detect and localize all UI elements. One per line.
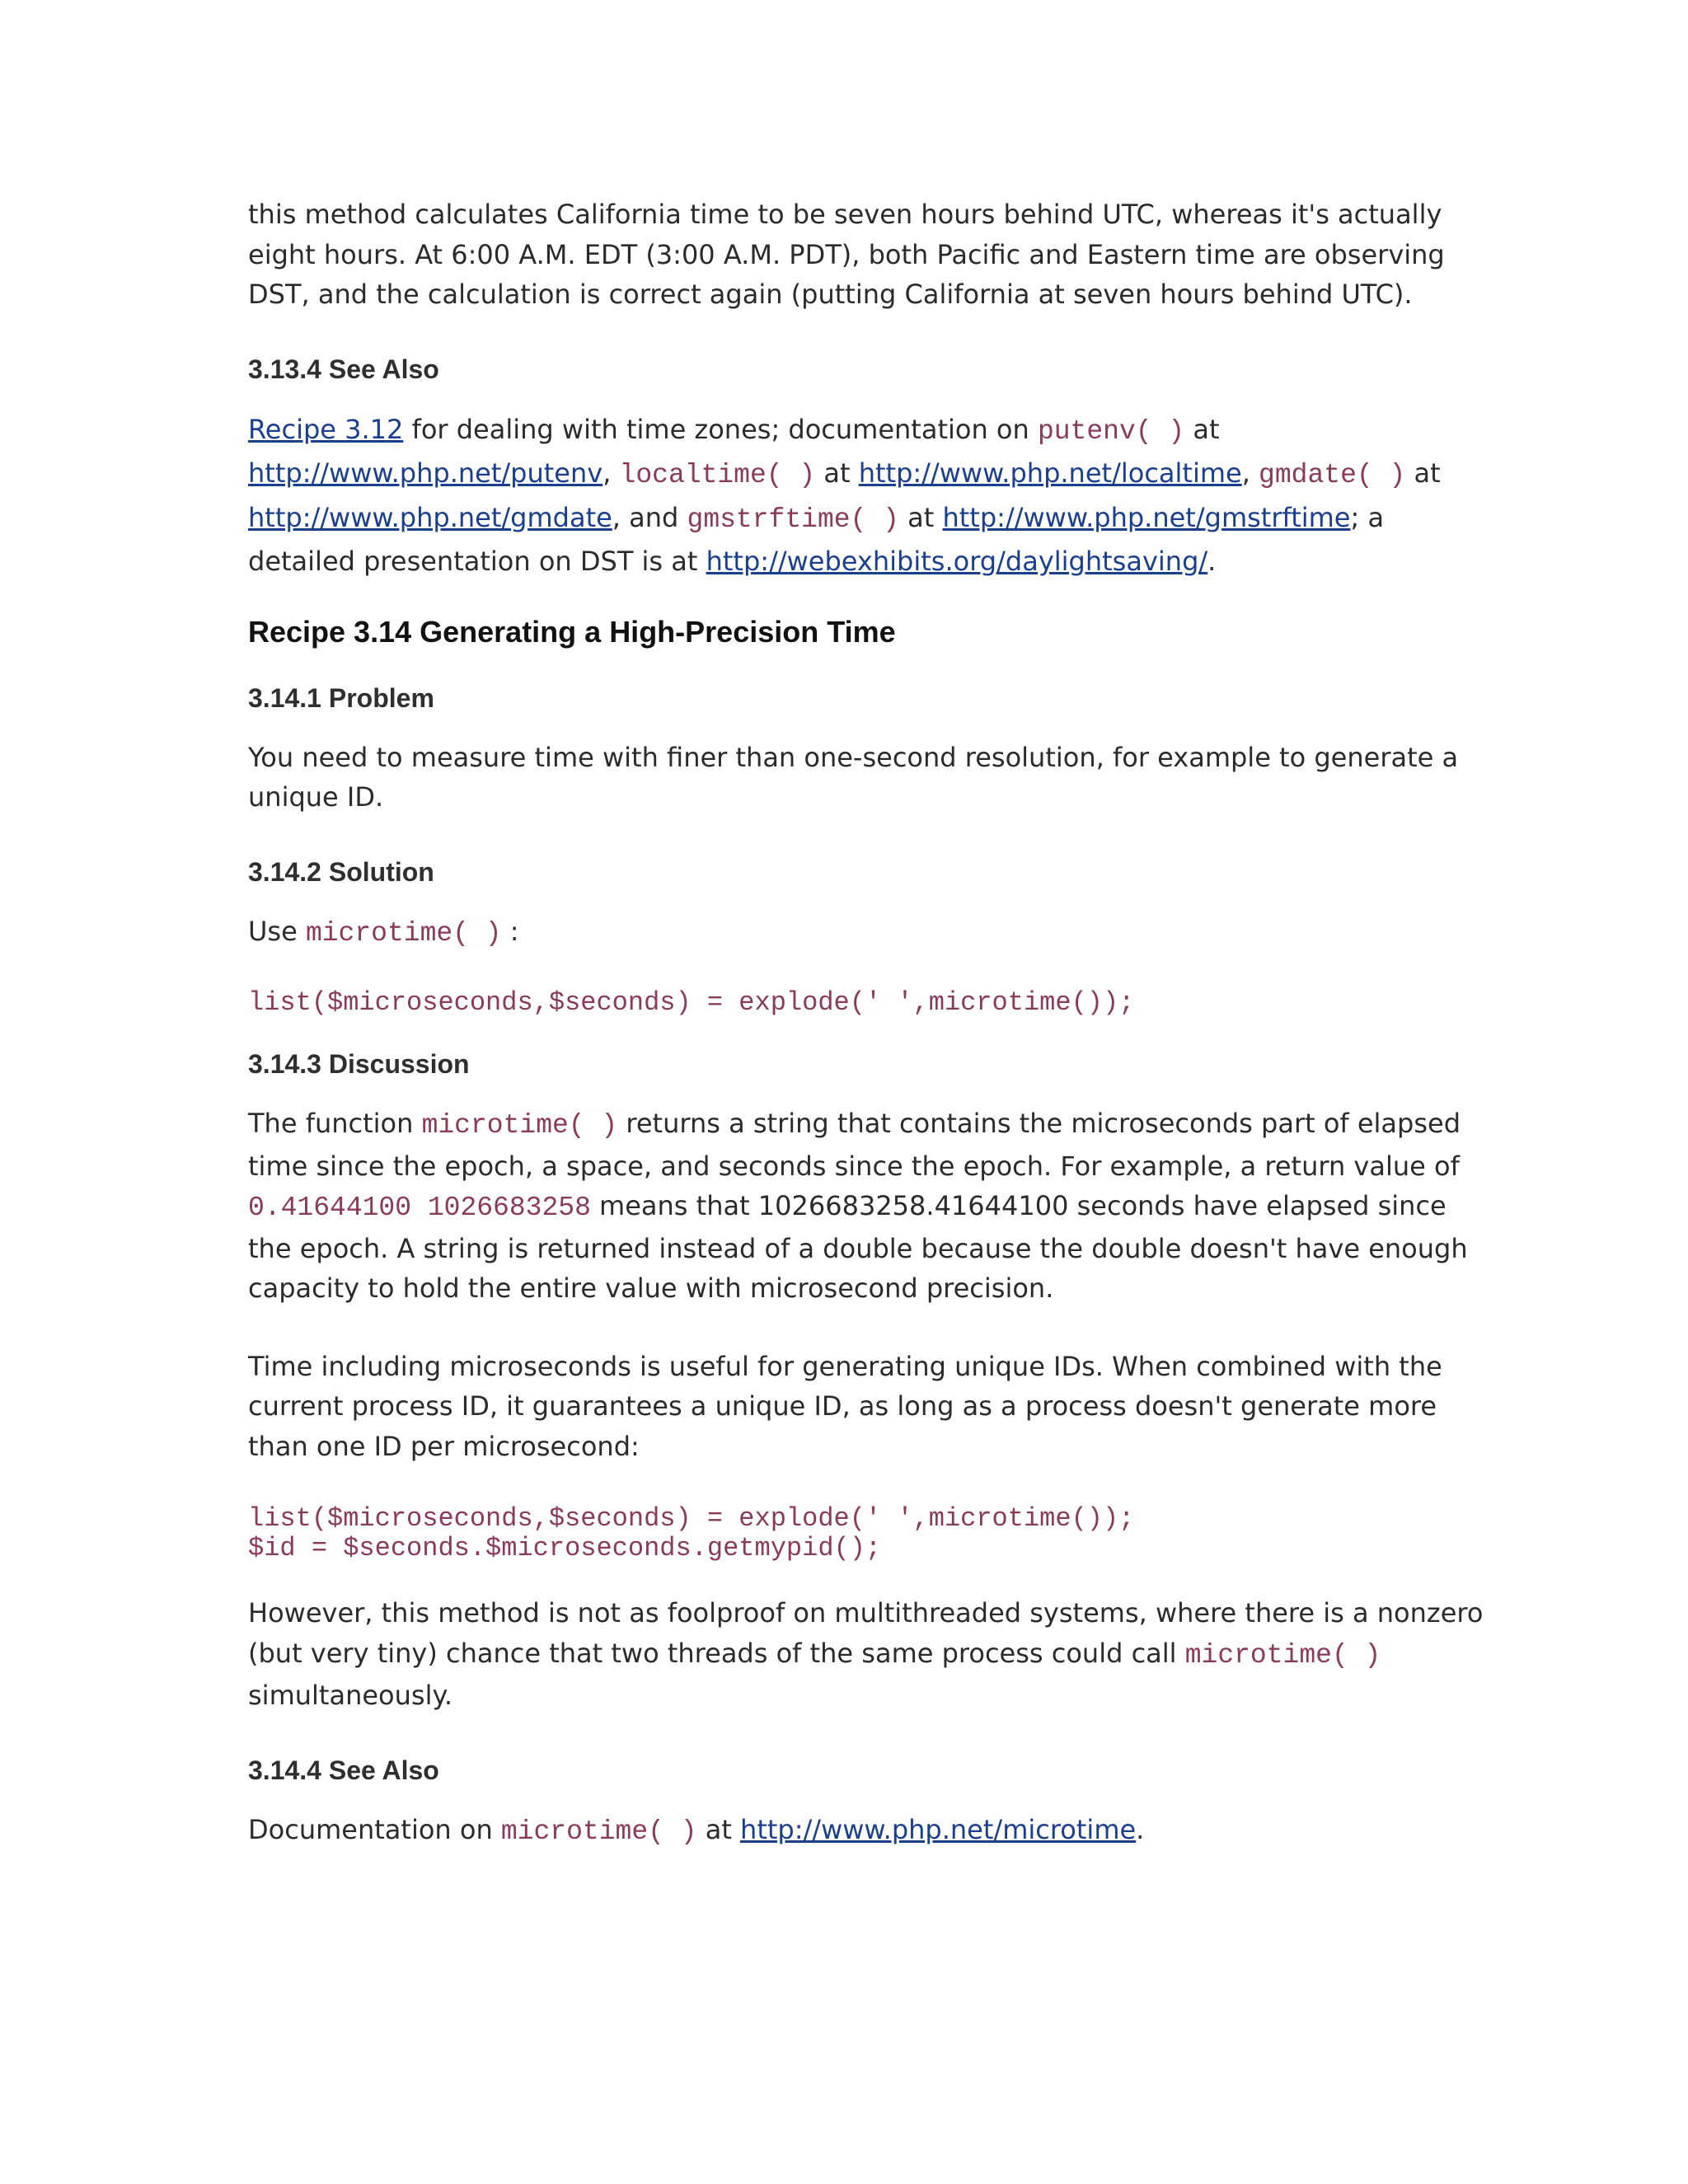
section-heading-3-14-4: 3.14.4 See Also	[248, 1755, 439, 1785]
recipe-3-12-link[interactable]: Recipe 3.12	[248, 413, 404, 445]
text: :	[501, 915, 519, 947]
text-line: capacity to hold the entire value with microsecond precision.	[248, 1272, 1054, 1304]
return-value-code: 0.41644100 1026683258	[248, 1193, 591, 1223]
text-line: this method calculates California time to be seven hours behind UTC, whereas it's actually	[248, 199, 1442, 230]
discussion-paragraph-3	[248, 1593, 1484, 1716]
text-line: You need to measure time with finer than one-second resolution, for example to generate a	[248, 741, 1459, 773]
text: (but very tiny) chance that two threads of the same process could call	[248, 1637, 1185, 1669]
gmstrftime-link[interactable]: http://www.php.net/gmstrftime	[942, 501, 1351, 533]
section-heading-solution: 3.14.2 Solution	[248, 856, 434, 887]
daylightsaving-link[interactable]: http://webexhibits.org/daylightsaving/	[706, 546, 1208, 577]
text: at	[815, 457, 859, 489]
text: detailed presentation on DST is at	[248, 546, 706, 577]
document-page	[248, 194, 1484, 1852]
text: ,	[603, 457, 620, 489]
text-line: unique ID.	[248, 781, 384, 813]
text-line: than one ID per microsecond:	[248, 1430, 640, 1462]
localtime-link[interactable]: http://www.php.net/localtime	[858, 457, 1242, 489]
text: at	[1184, 413, 1220, 445]
gmdate-code: gmdate( )	[1259, 460, 1406, 490]
text-line: time since the epoch, a space, and seconds since the epoch. For example, a return value of	[248, 1150, 1460, 1182]
text-line: current process ID, it guarantees a unique ID, as long as a process doesn't generate more	[248, 1390, 1437, 1422]
text: The function	[248, 1108, 422, 1139]
text: at	[898, 501, 943, 533]
recipe-title: Recipe 3.14 Generating a High-Precision Time	[248, 614, 896, 649]
gmdate-link[interactable]: http://www.php.net/gmdate	[248, 501, 612, 533]
solution-code-block: list($microseconds,$seconds) = explode(' ',microtime());	[248, 987, 1135, 1018]
text: at	[696, 1813, 741, 1845]
solution-paragraph	[248, 912, 1451, 954]
see-also-314-paragraph	[248, 1810, 1451, 1853]
unique-id-code-block: list($microseconds,$seconds) = explode(' ',microtime()); $id = $seconds.$microseconds.getmypid();	[248, 1503, 1135, 1563]
section-heading-discussion: 3.14.3 Discussion	[248, 1049, 470, 1079]
text: ; a	[1350, 501, 1385, 533]
gmstrftime-code: gmstrftime( )	[687, 504, 899, 535]
discussion-paragraph-1	[248, 1104, 1468, 1309]
discussion-paragraph-2	[248, 1347, 1451, 1467]
section-heading-problem: 3.14.1 Problem	[248, 682, 434, 713]
text-line: Time including microseconds is useful for generating unique IDs. When combined with the	[248, 1350, 1442, 1382]
problem-paragraph	[248, 738, 1459, 818]
text: for dealing with time zones; documentation on	[403, 413, 1038, 445]
text: Documentation on	[248, 1813, 501, 1845]
putenv-link[interactable]: http://www.php.net/putenv	[248, 457, 603, 489]
text-line: the epoch. A string is returned instead of a double because the double doesn't have enough	[248, 1232, 1468, 1264]
putenv-code: putenv( )	[1037, 415, 1185, 447]
text: at	[1405, 457, 1441, 489]
microtime-code: microtime( )	[1184, 1639, 1381, 1671]
section-heading-3-13-4: 3.13.4 See Also	[248, 354, 439, 384]
text: .	[1136, 1813, 1145, 1845]
see-also-313-paragraph	[248, 409, 1451, 583]
text: ,	[1241, 457, 1259, 489]
microtime-link[interactable]: http://www.php.net/microtime	[740, 1813, 1137, 1845]
text: returns a string that contains the microseconds part of elapsed	[617, 1108, 1461, 1139]
microtime-code: microtime( )	[500, 1816, 697, 1847]
text: , and	[612, 501, 687, 533]
localtime-code: localtime( )	[619, 460, 816, 490]
text: means that 1026683258.41644100 seconds have elapsed since	[590, 1190, 1447, 1221]
text-line: However, this method is not as foolproof on multithreaded systems, where there is a nonzero	[248, 1597, 1484, 1629]
intro-paragraph	[248, 194, 1451, 315]
text: Use	[248, 915, 306, 947]
microtime-code: microtime( )	[421, 1110, 618, 1141]
text-line: eight hours. At 6:00 A.M. EDT (3:00 A.M. PDT), both Pacific and Eastern time are observing	[248, 238, 1445, 270]
text-line: DST, and the calculation is correct again (putting California at seven hours behind UTC).	[248, 279, 1413, 310]
microtime-code: microtime( )	[305, 917, 502, 949]
text: .	[1207, 546, 1217, 577]
text-line: simultaneously.	[248, 1680, 452, 1711]
